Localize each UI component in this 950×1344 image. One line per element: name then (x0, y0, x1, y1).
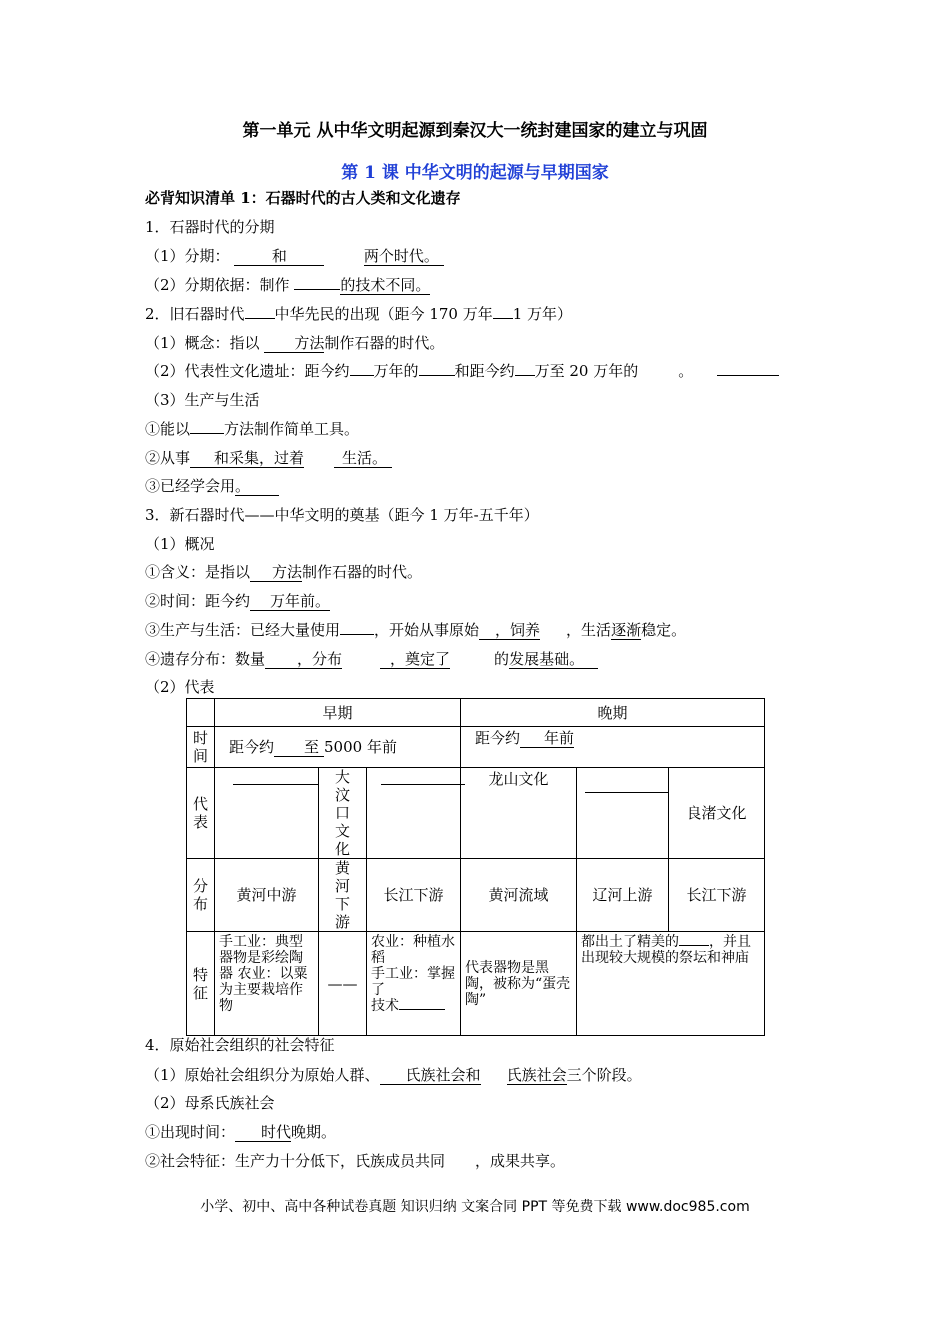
text: 和 (271, 247, 287, 265)
text: （1）分期： (145, 247, 230, 265)
item-4-heading: 4．原始社会组织的社会特征 (145, 1036, 335, 1054)
item-2c1 (145, 419, 359, 439)
text: 方法制作简单工具。 (224, 420, 360, 438)
blank (294, 289, 340, 290)
dist-6: 长江下游 (669, 859, 765, 932)
text: 。 (678, 362, 694, 380)
text: ②时间：距今约 (145, 592, 251, 610)
section-title: 必背知识清单 1：石器时代的古人类和文化遗存 (145, 189, 461, 207)
table-row-distribution (187, 859, 765, 932)
text: ，开始从事原始 (374, 621, 480, 639)
text: 万年前。 (270, 592, 331, 610)
blank (380, 650, 450, 669)
rep-longshan: 龙山文化 (461, 768, 577, 859)
text: 制作石器的时代。 (324, 334, 445, 352)
item-2c: （3）生产与生活 (145, 391, 260, 409)
text: ②从事 (145, 449, 191, 467)
text: 时代 (261, 1123, 292, 1141)
text: 至 (304, 737, 320, 756)
dist-4: 黄河流域 (461, 859, 577, 932)
rep-hemudu-blank (367, 768, 461, 859)
text: 制作石器的时代。 (302, 563, 423, 581)
text: （1）概念：指以 (145, 334, 260, 352)
text (371, 998, 456, 1014)
text: 生活。 (342, 449, 388, 467)
row-label-time: 时间 (187, 727, 215, 768)
text: 距今约 (229, 737, 275, 756)
blank (235, 477, 279, 496)
rep-liangzhu: 良渚文化 (669, 768, 765, 859)
blank (264, 334, 324, 353)
item-2c2 (145, 448, 392, 468)
item-3b: （2）代表 (145, 678, 215, 696)
item-4b1 (145, 1122, 336, 1142)
item-1-heading: 1．石器时代的分期 (145, 218, 275, 236)
text: ，成果共享。 (475, 1152, 566, 1170)
text: ①能以 (145, 420, 191, 438)
table-row-features (187, 932, 765, 1036)
text: 方法 (294, 334, 325, 352)
table-row-time (187, 727, 765, 768)
text: 稳定。 (641, 621, 687, 639)
blank (190, 433, 224, 434)
blank (234, 247, 324, 266)
rep-dawenkou: 大汶口文化 (319, 768, 367, 859)
blank (679, 945, 709, 946)
header-late: 晚期 (461, 699, 765, 727)
header-early: 早期 (215, 699, 461, 727)
text: ②社会特征：生产力十分低下，氏族成员共同 (145, 1152, 446, 1170)
blank (265, 650, 342, 669)
text: 中华先民的出现（距今 170 万年 (274, 305, 493, 323)
text: 距今约 (475, 729, 521, 747)
text: ，饲养 (495, 621, 541, 639)
table-header-row (187, 699, 765, 727)
item-3a: （1）概况 (145, 535, 215, 553)
blank (274, 738, 324, 757)
dist-1: 黄河中游 (215, 859, 319, 932)
unit-title: 第一单元 从中华文明起源到秦汉大一统封建国家的建立与巩固 (242, 121, 708, 141)
text: （2）代表性文化遗址：距今约 (145, 362, 350, 380)
footer-text: 小学、初中、高中各种试卷真题 知识归纳 文案合同 PPT 等免费下载 www.doc985.com (200, 1199, 750, 1215)
item-2b (145, 361, 779, 381)
text: 万年的 (373, 362, 419, 380)
item-4b2 (145, 1151, 565, 1171)
rep-yangshao-blank (215, 768, 319, 859)
item-3a1 (145, 562, 422, 582)
underlined-text: 氏族社会 (506, 1066, 567, 1084)
item-2a (145, 333, 444, 353)
blank (245, 318, 275, 319)
blank (250, 563, 302, 582)
blank (334, 449, 392, 468)
dist-2: 黄河下游 (319, 859, 367, 932)
table-row-representative (187, 768, 765, 859)
underlined-text: 逐渐 (611, 621, 642, 639)
blank (479, 621, 540, 640)
text: 氏族社会和 (405, 1066, 481, 1084)
blank (515, 375, 535, 376)
text: 农业：种植水稻 (371, 934, 455, 966)
text: 和距今约 (454, 362, 515, 380)
text: 晚期。 (291, 1123, 337, 1141)
text: 。 (235, 477, 251, 495)
blank (380, 1066, 481, 1085)
text: （1）原始社会组织分为原始人群、 (145, 1066, 380, 1084)
blank (190, 449, 304, 468)
blank (350, 375, 374, 376)
text: 都出土了精美的 (581, 934, 680, 950)
dist-3: 长江下游 (367, 859, 461, 932)
blank (419, 375, 455, 376)
text: 的 (494, 650, 510, 668)
table-corner (187, 699, 215, 727)
blank (717, 375, 779, 376)
feat-4: 代表器物是黑陶，被称为“蛋壳陶” (461, 932, 577, 1036)
culture-table (186, 698, 765, 1036)
text: ①出现时间： (145, 1123, 236, 1141)
text (371, 966, 456, 998)
text: ①含义：是指以 (145, 563, 251, 581)
item-2c3 (145, 476, 279, 496)
underlined-text: 的技术不同。 (340, 276, 431, 294)
text: 方法 (272, 563, 303, 581)
blank (381, 770, 465, 785)
row-label-representative: 代表 (187, 768, 215, 859)
item-3a4 (145, 649, 598, 669)
text: 2．旧石器时代 (145, 305, 245, 323)
item-3-heading: 3．新石器时代——中华文明的奠基（距今 1 万年-五千年） (145, 506, 539, 524)
blank (493, 318, 513, 319)
text: （2）分期依据：制作 (145, 276, 290, 294)
item-4a (145, 1065, 642, 1085)
text: ，分布 (297, 650, 343, 668)
item-1a (145, 246, 444, 266)
blank (235, 1123, 291, 1142)
item-4b: （2）母系氏族社会 (145, 1094, 275, 1112)
blank (520, 729, 574, 748)
row-label-features: 特征 (187, 932, 215, 1036)
blank (399, 1009, 445, 1010)
blank (364, 247, 444, 266)
text: 万至 20 万年的 (534, 362, 639, 380)
text: ，奠定了 (390, 650, 451, 668)
blank (250, 592, 330, 611)
feat-5 (577, 932, 765, 1036)
blank (585, 778, 669, 793)
item-2-heading (145, 304, 572, 324)
rep-hongshan-blank (577, 768, 669, 859)
text: ，并且出现较大规模的祭坛和神庙 (581, 934, 752, 966)
item-3a3 (145, 620, 686, 640)
text: 1 万年） (512, 305, 573, 323)
time-late (461, 727, 765, 768)
text: 三个阶段。 (566, 1066, 642, 1084)
text: 年前 (544, 729, 575, 747)
blank (233, 770, 319, 785)
feat-3 (367, 932, 461, 1036)
text: ④遗存分布：数量 (145, 650, 266, 668)
text: 技术 (371, 998, 399, 1014)
blank (340, 634, 374, 635)
text: ③已经学会用 (145, 477, 236, 495)
text: 5000 年前 (324, 737, 397, 756)
text: ，生活 (566, 621, 612, 639)
feat-2: —— (319, 932, 367, 1036)
feat-1: 手工业：典型器物是彩绘陶器 农业：以粟为主要栽培作物 (215, 932, 319, 1036)
lesson-title: 第 1 课 中华文明的起源与早期国家 (341, 163, 609, 183)
text: 和采集，过着 (214, 449, 305, 467)
dist-5: 辽河上游 (577, 859, 669, 932)
item-1b (145, 275, 430, 295)
text: 手工业：掌握了 (371, 966, 455, 998)
row-label-distribution: 分布 (187, 859, 215, 932)
item-3a2 (145, 591, 330, 611)
text: ③生产与生活：已经大量使用 (145, 621, 341, 639)
text: 两个时代。 (363, 247, 439, 265)
time-early (215, 727, 461, 768)
underlined-text: 发展基础。 (509, 650, 598, 669)
